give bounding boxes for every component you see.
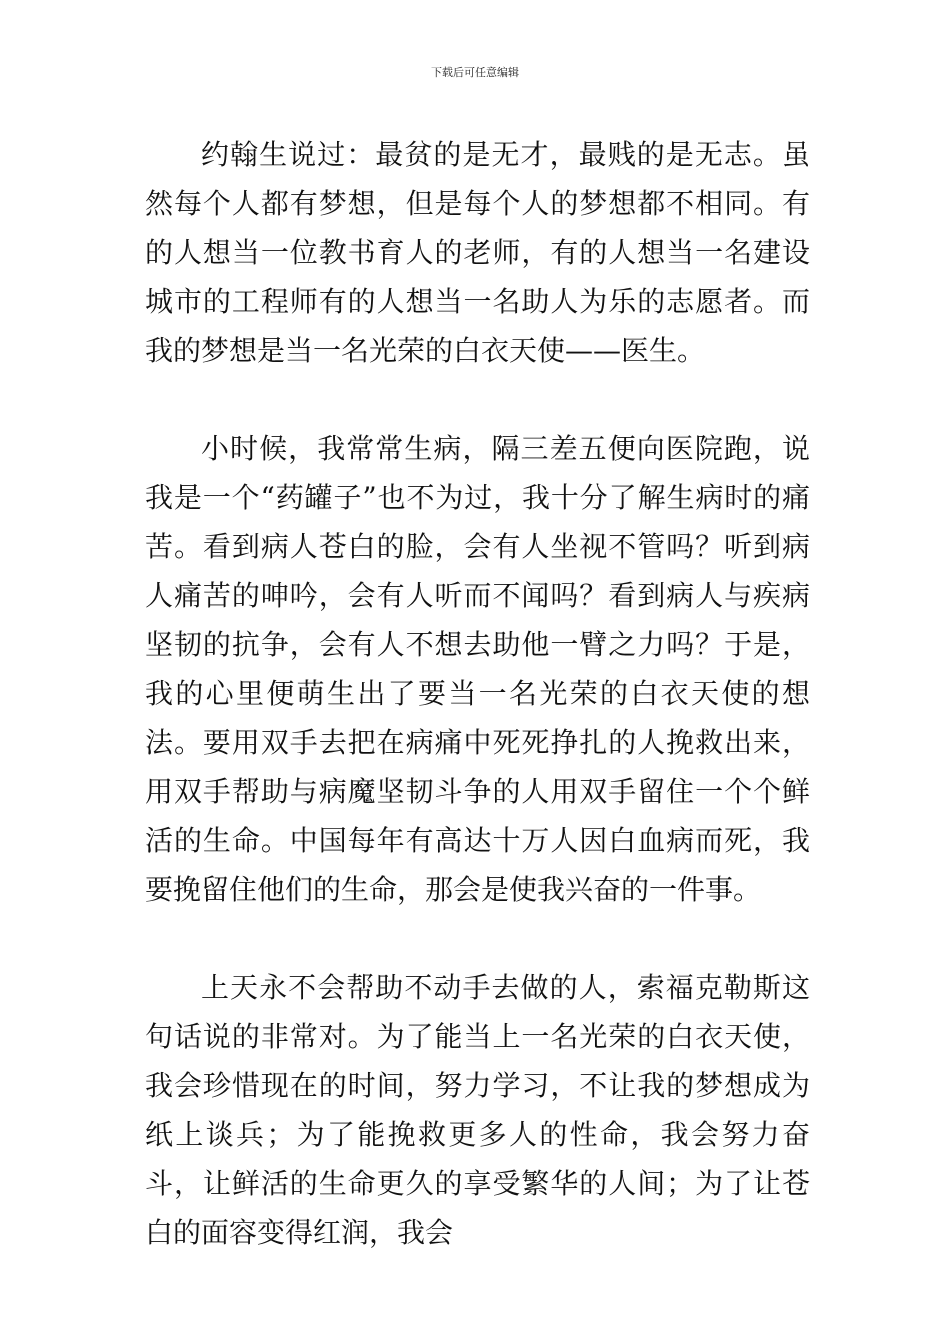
essay-body: [145, 130, 810, 1257]
header-note: 下载后可任意编辑: [431, 66, 519, 79]
paragraph-3: 上天永不会帮助不动手去做的人，索福克勒斯这句话说的非常对。为了能当上一名光荣的白衣天使，我会珍惜现在的时间，努力学习，不让我的梦想成为纸上谈兵；为了能挽救更多人的性命，我会努力奋斗，让鲜活的生命更久的享受繁华的人间；为了让苍白的面容变得红润，我会: [145, 971, 810, 1249]
paragraph-1: 约翰生说过：最贫的是无才，最贱的是无志。虽然每个人都有梦想，但是每个人的梦想都不相同。有的人想当一位教书育人的老师，有的人想当一名建设城市的工程师有的人想当一名助人为乐的志愿者。而我的梦想是当一名光荣的白衣天使——医生。: [145, 138, 810, 367]
paragraph-2: 小时候，我常常生病，隔三差五便向医院跑，说我是一个“药罐子”也不为过，我十分了解生病时的痛苦。看到病人苍白的脸，会有人坐视不管吗？听到病人痛苦的呻吟，会有人听而不闻吗？看到病人与疾病坚韧的抗争，会有人不想去助他一臂之力吗？于是，我的心里便萌生出了要当一名光荣的白衣天使的想法。要用双手去把在病痛中死死挣扎的人挽救出来，用双手帮助与病魔坚韧斗争的人用双手留住一个个鲜活的生命。中国每年有高达十万人因白血病而死，我要挽留住他们的生命，那会是使我兴奋的一件事。: [145, 432, 810, 906]
